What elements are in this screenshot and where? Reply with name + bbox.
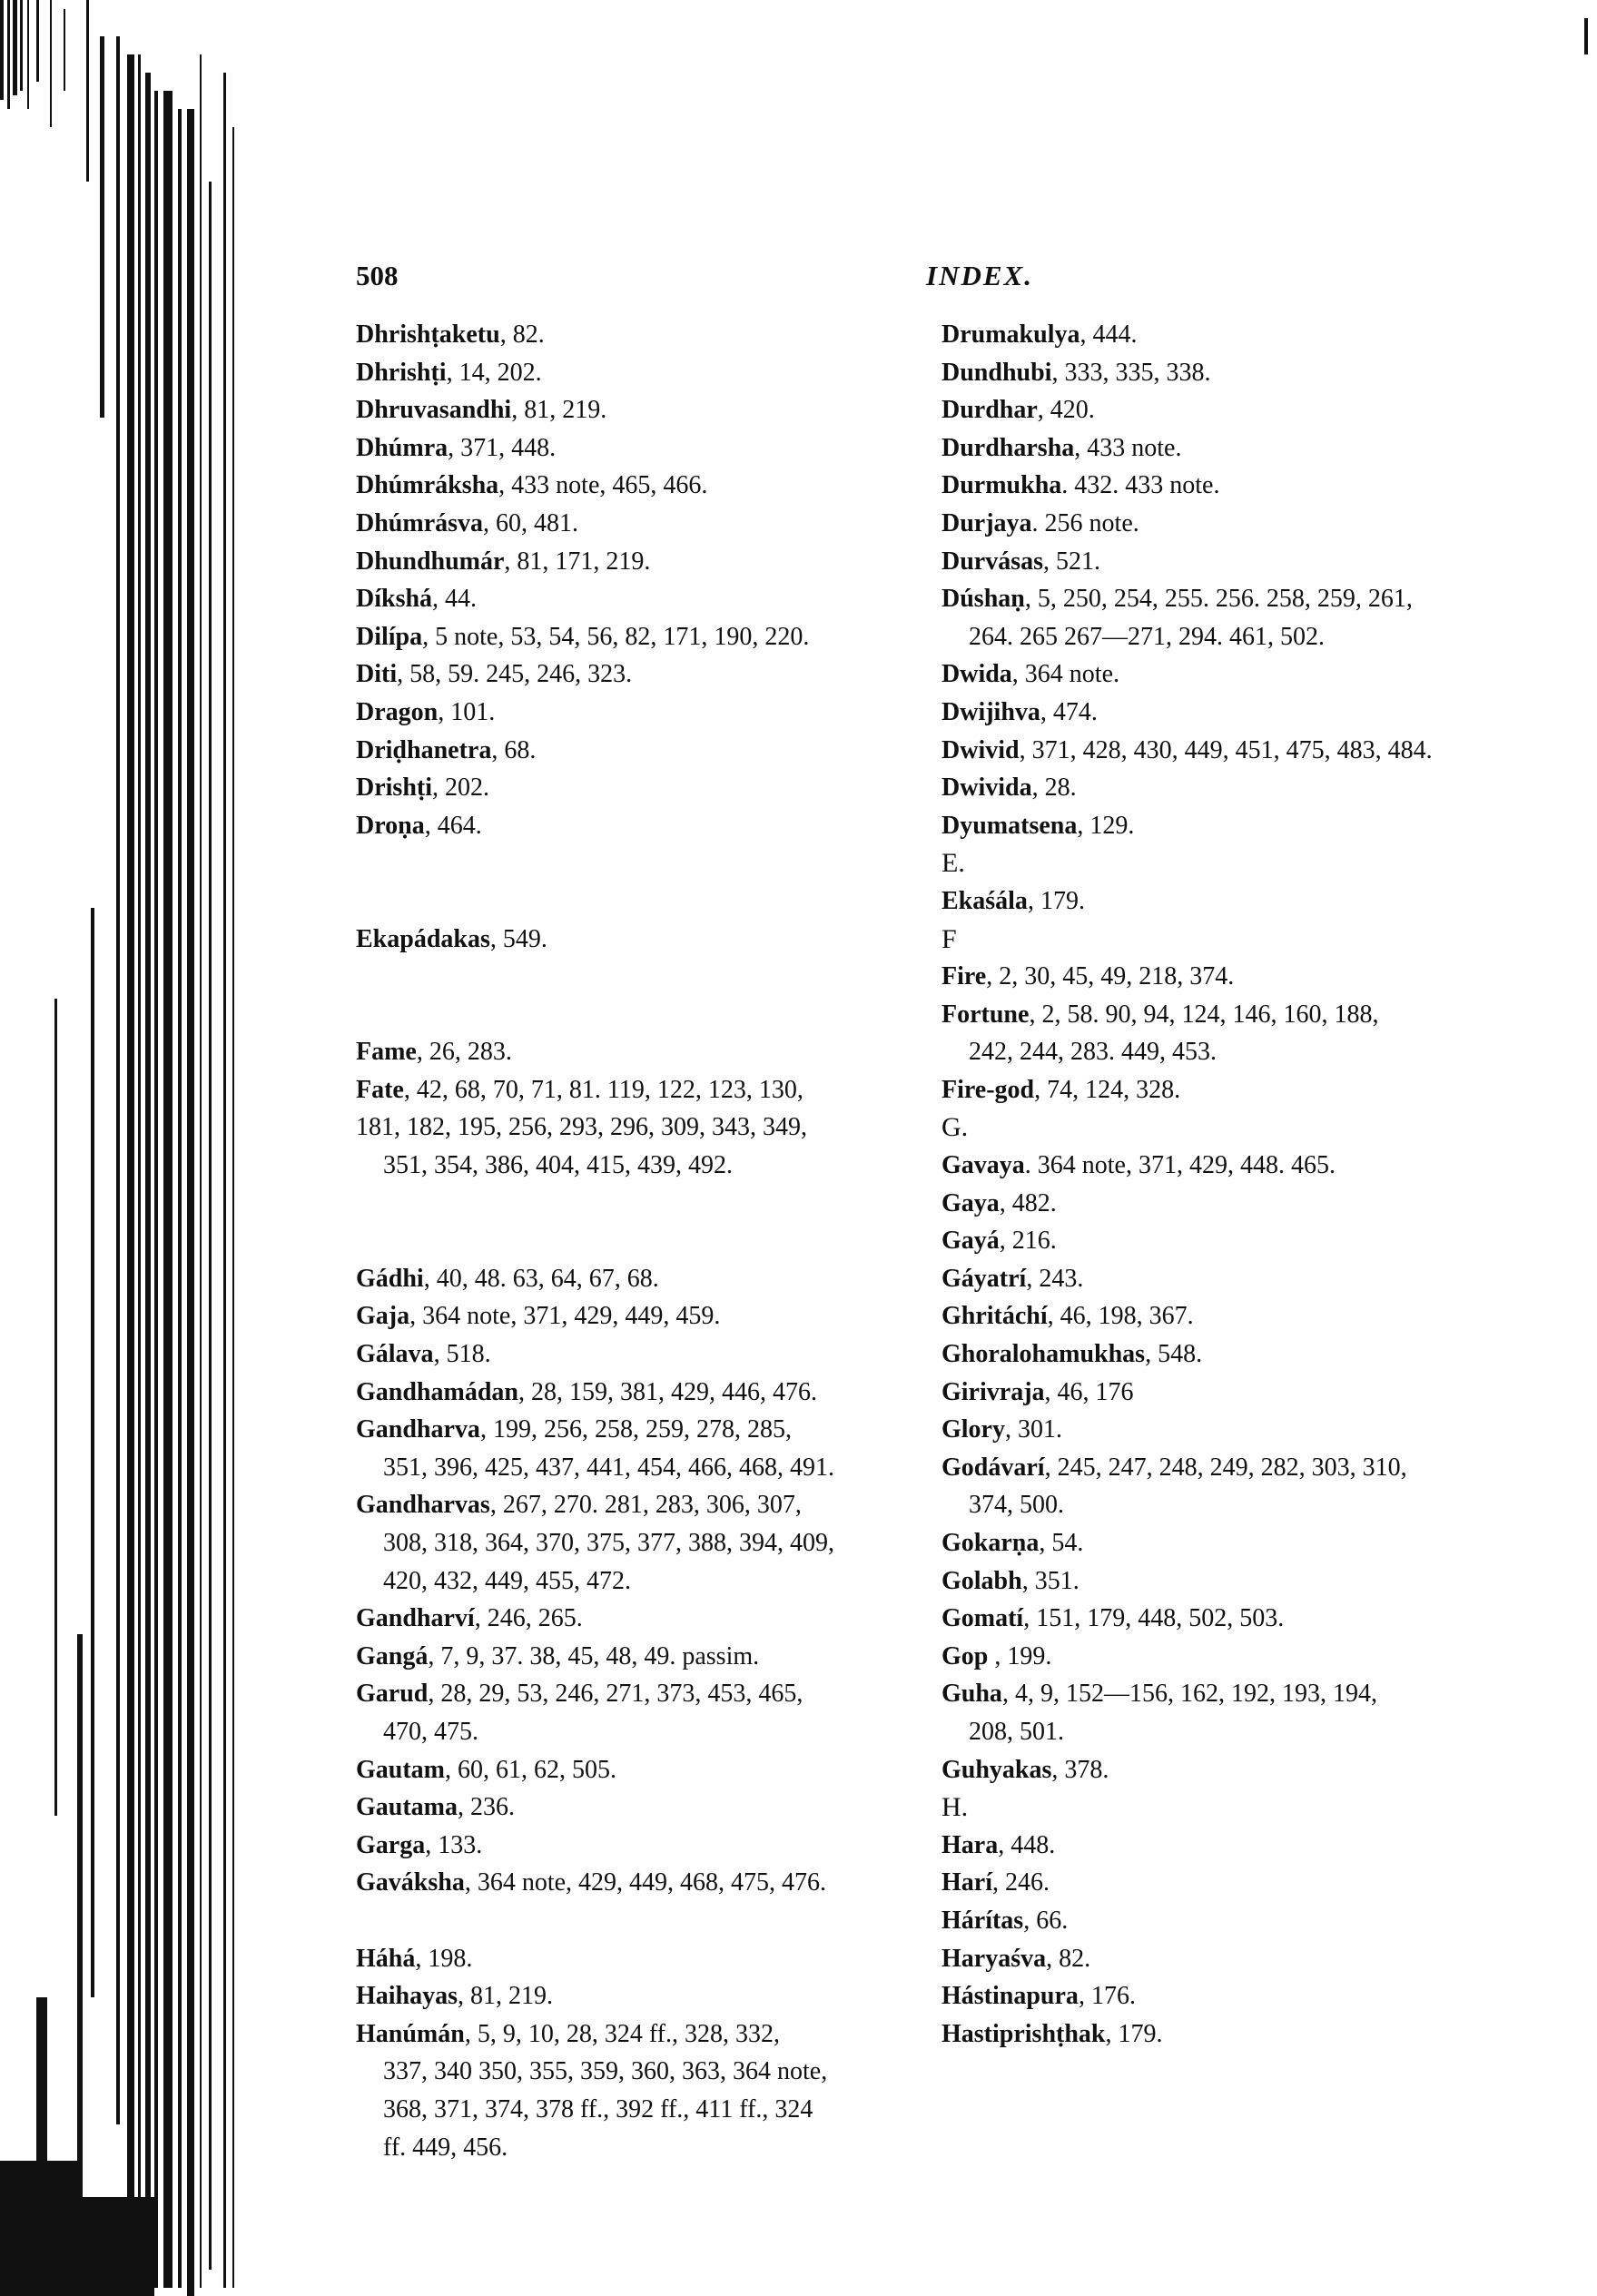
index-entry: [941, 1486, 1523, 1524]
entry-references: , 2, 58. 90, 94, 124, 146, 160, 188,: [1029, 1000, 1379, 1029]
scan-mark: [1584, 18, 1588, 54]
entry-headword: Gádhi: [356, 1264, 424, 1293]
entry-references: , 364 note, 429, 449, 468, 475, 476.: [464, 1868, 827, 1897]
entry-references: , 243.: [1026, 1264, 1084, 1293]
entry-references: , 7, 9, 37. 38, 45, 48, 49. passim.: [428, 1641, 760, 1670]
index-entry: [941, 769, 1523, 807]
binding-shadow: [86, 0, 89, 182]
entry-headword: Gayá: [941, 1227, 1000, 1256]
entry-continuation: 264. 265 267—271, 294. 461, 502.: [969, 622, 1325, 651]
entry-references: , 301.: [1005, 1415, 1062, 1444]
index-entry: [941, 1147, 1523, 1185]
entry-headword: Hanúmán: [356, 2019, 465, 2048]
index-entry: [941, 958, 1523, 996]
entry-headword: Fire: [941, 962, 987, 991]
index-entry: [356, 316, 937, 354]
entry-headword: Gáyatrí: [941, 1264, 1027, 1293]
entry-references: , 101.: [438, 697, 496, 726]
index-entry: [941, 2015, 1523, 2054]
entry-references: , 176.: [1078, 1982, 1136, 2011]
index-entry: [356, 354, 937, 392]
index-column-left: [356, 316, 937, 2166]
spacer: [356, 1222, 937, 1260]
entry-headword: Gokarṇa: [941, 1529, 1040, 1557]
index-entry: [356, 694, 937, 732]
page-header: [356, 260, 1509, 296]
index-entry: [356, 505, 937, 543]
entry-headword: Gandharva: [356, 1415, 480, 1444]
index-entry: [941, 882, 1523, 921]
entry-headword: Fame: [356, 1038, 417, 1067]
entry-references: , 44.: [432, 585, 478, 614]
entry-continuation: 420, 432, 449, 455, 472.: [383, 1566, 631, 1595]
entry-references: , 42, 68, 70, 71, 81. 119, 122, 123, 130,: [403, 1075, 803, 1104]
binding-shadow: [13, 0, 17, 95]
page-number: 508: [356, 260, 399, 291]
index-entry: [356, 2015, 937, 2054]
section-letter: G.: [941, 1112, 969, 1143]
entry-headword: Gálava: [356, 1340, 434, 1369]
binding-shadow: [145, 73, 151, 2288]
entry-references: , 448.: [998, 1830, 1056, 1859]
entry-references: , 420.: [1037, 396, 1095, 425]
page-binding-edge: [0, 0, 245, 2296]
binding-shadow: [138, 54, 141, 2233]
index-entry: [941, 1827, 1523, 1865]
running-title: INDEX.: [926, 260, 1033, 291]
index-entry: [941, 1524, 1523, 1562]
entry-references: , 364 note.: [1011, 660, 1120, 689]
index-entry: [356, 1638, 937, 1676]
index-entry: [941, 1864, 1523, 1902]
entry-headword: Dwivida: [941, 774, 1032, 803]
index-entry: [941, 618, 1523, 656]
entry-references: , 5 note, 53, 54, 56, 82, 171, 190, 220.: [422, 622, 810, 651]
index-entry: [941, 1600, 1523, 1638]
index-entry: [356, 1374, 937, 1412]
index-entry: [941, 580, 1523, 618]
entry-references: , 26, 283.: [416, 1038, 512, 1067]
spacer: [356, 844, 937, 882]
entry-references: , 518.: [433, 1340, 491, 1369]
spacer: [356, 882, 937, 921]
entry-references: , 245, 247, 248, 249, 282, 303, 310,: [1044, 1453, 1407, 1482]
entry-headword: Hárítas: [941, 1906, 1024, 1935]
entry-headword: Dwivid: [941, 735, 1020, 764]
index-entry: [356, 1864, 937, 1902]
entry-references: , 433 note.: [1074, 433, 1182, 462]
index-entry: [941, 1071, 1523, 1109]
index-entry: [941, 1260, 1523, 1298]
entry-headword: Hastiprishṭhak: [941, 2019, 1106, 2048]
index-entry: [941, 354, 1523, 392]
entry-references: , 81, 171, 219.: [504, 547, 651, 576]
entry-headword: Dúshaṇ: [941, 585, 1025, 614]
entry-headword: Driḍhanetra: [356, 735, 492, 764]
entry-headword: Hara: [941, 1830, 999, 1859]
entry-headword: Fate: [356, 1075, 404, 1104]
binding-shadow: [7, 0, 10, 109]
entry-headword: Garga: [356, 1830, 426, 1859]
entry-headword: Fortune: [941, 1000, 1030, 1029]
entry-references: , 216.: [999, 1227, 1057, 1256]
entry-headword: Godávarí: [941, 1453, 1045, 1482]
section-letter: E.: [941, 848, 965, 879]
entry-headword: Dhruvasandhi: [356, 396, 512, 425]
index-entry: [941, 807, 1523, 845]
entry-references: , 4, 9, 152—156, 162, 192, 193, 194,: [1001, 1680, 1377, 1709]
entry-headword: Ghoralohamukhas: [941, 1340, 1146, 1369]
index-entry: [941, 467, 1523, 505]
entry-references: , 202.: [432, 774, 489, 803]
index-entry: [941, 1675, 1523, 1713]
entry-headword: Drishṭi: [356, 774, 432, 803]
index-entry: [356, 1335, 937, 1374]
entry-headword: Dragon: [356, 697, 439, 726]
entry-headword: Gavaya: [941, 1151, 1025, 1180]
binding-shadow: [27, 0, 29, 109]
entry-references: , 246.: [992, 1868, 1050, 1897]
index-entry: [356, 543, 937, 581]
binding-shadow: [187, 109, 194, 2296]
entry-continuation: 308, 318, 364, 370, 375, 377, 388, 394, 409,: [383, 1529, 834, 1557]
entry-references: , 548.: [1145, 1340, 1203, 1369]
index-entry: [941, 1638, 1523, 1676]
index-entry: [356, 1071, 937, 1147]
index-entry: [356, 1940, 937, 1978]
entry-headword: Dhrishṭi: [356, 358, 447, 387]
entry-references: , 81, 219.: [511, 396, 607, 425]
entry-headword: Gaváksha: [356, 1868, 465, 1897]
index-entry: [356, 2091, 937, 2129]
index-entry: [356, 1977, 937, 2015]
entry-references: , 40, 48. 63, 64, 67, 68.: [423, 1264, 659, 1293]
entry-references: , 246, 265.: [474, 1604, 583, 1633]
entry-references: , 444.: [1079, 320, 1138, 349]
entry-references: , 474.: [1040, 697, 1098, 726]
entry-references: , 364 note, 371, 429, 449, 459.: [409, 1302, 721, 1331]
binding-shadow: [178, 109, 182, 2288]
entry-continuation: 368, 371, 374, 378 ff., 392 ff., 411 ff., 324: [383, 2094, 813, 2124]
index-entry: [356, 1411, 937, 1449]
index-entry: [941, 316, 1523, 354]
entry-references: , 198.: [415, 1944, 473, 1973]
entry-headword: Droṇa: [356, 811, 425, 840]
index-entry: [941, 1185, 1523, 1223]
entry-headword: Dhundhumár: [356, 547, 505, 576]
entry-references: , 236.: [458, 1793, 515, 1822]
entry-headword: Gautam: [356, 1755, 445, 1784]
index-entry: [941, 694, 1523, 732]
entry-references: , 66.: [1023, 1906, 1069, 1935]
index-entry: [356, 2129, 937, 2167]
spacer: [356, 958, 937, 996]
index-entry: [356, 732, 937, 770]
index-entry: [941, 732, 1523, 770]
entry-headword: Haryaśva: [941, 1944, 1047, 1973]
entry-headword: Garud: [356, 1680, 429, 1709]
index-entry: [941, 391, 1523, 429]
entry-headword: Guha: [941, 1680, 1002, 1709]
index-entry: [356, 2053, 937, 2091]
index-entry: [941, 1562, 1523, 1601]
entry-continuation: ff. 449, 456.: [383, 2133, 508, 2162]
index-entry: [356, 1600, 937, 1638]
entry-references: , 371, 448.: [448, 433, 557, 462]
entry-references: , 58, 59. 245, 246, 323.: [397, 660, 633, 689]
entry-headword: Dwida: [941, 660, 1012, 689]
entry-references: , 179.: [1027, 886, 1085, 915]
entry-headword: Dhúmra: [356, 433, 449, 462]
entry-headword: Hástinapura: [941, 1982, 1079, 2011]
entry-references: . 256 note.: [1031, 508, 1139, 537]
index-entry: [356, 1675, 937, 1713]
index-entry: [356, 1297, 937, 1335]
entry-continuation: 351, 354, 386, 404, 415, 439, 492.: [383, 1151, 733, 1180]
entry-headword: Diti: [356, 660, 398, 689]
entry-references: , 28, 29, 53, 246, 271, 373, 453, 465,: [428, 1680, 803, 1709]
entry-references: , 82.: [499, 320, 545, 349]
index-entry: [356, 655, 937, 694]
entry-references: , 133.: [425, 1830, 483, 1859]
entry-references: , 333, 335, 338.: [1051, 358, 1211, 387]
entry-headword: Dyumatsena: [941, 811, 1078, 840]
binding-shadow: [0, 2161, 82, 2296]
entry-headword: Fire-god: [941, 1075, 1035, 1104]
spacer: [356, 996, 937, 1034]
entry-headword: Harí: [941, 1868, 992, 1897]
entry-headword: Glory: [941, 1415, 1005, 1444]
index-entry: [941, 429, 1523, 468]
entry-references: , 46, 198, 367.: [1047, 1302, 1194, 1331]
entry-references: , 371, 428, 430, 449, 451, 475, 483, 484.: [1019, 735, 1433, 764]
entry-references: , 28, 159, 381, 429, 446, 476.: [518, 1377, 817, 1406]
binding-shadow: [209, 182, 212, 2270]
entry-references: , 60, 481.: [483, 508, 579, 537]
entry-references: , 199, 256, 258, 259, 278, 285,: [479, 1415, 792, 1444]
spacer: [356, 1185, 937, 1223]
binding-shadow: [0, 0, 4, 100]
binding-shadow: [54, 999, 57, 1816]
index-entry: [356, 1486, 937, 1524]
binding-shadow: [36, 0, 39, 82]
binding-shadow: [116, 36, 120, 2124]
entry-references: , 482.: [999, 1188, 1057, 1217]
entry-continuation: 242, 244, 283. 449, 453.: [969, 1038, 1217, 1067]
section-letter: F: [941, 923, 957, 954]
entry-references: , 521.: [1043, 547, 1101, 576]
entry-continuation: 337, 340 350, 355, 359, 360, 363, 364 note,: [383, 2057, 828, 2086]
entry-continuation: 208, 501.: [969, 1717, 1064, 1746]
spacer: [356, 1902, 937, 1940]
entry-headword: Gangá: [356, 1641, 429, 1670]
index-entry: [356, 1260, 937, 1298]
index-entry: [941, 1902, 1523, 1940]
entry-headword: Ghritáchí: [941, 1302, 1048, 1331]
entry-headword: Haihayas: [356, 1982, 458, 2011]
entry-headword: Gandhamádan: [356, 1377, 518, 1406]
entry-headword: Díkshá: [356, 585, 433, 614]
index-entry: [941, 1940, 1523, 1978]
binding-shadow: [232, 127, 234, 2288]
index-entry: [356, 1449, 937, 1487]
index-entry: [356, 429, 937, 468]
index-entry: [356, 580, 937, 618]
entry-references: , 267, 270. 281, 283, 306, 307,: [489, 1491, 802, 1520]
index-entry: [356, 1147, 937, 1185]
index-entry: [941, 1033, 1523, 1071]
entry-headword: Durjaya: [941, 508, 1032, 537]
index-entry: [941, 1751, 1523, 1789]
index-entry: [941, 1713, 1523, 1751]
index-entry: [356, 921, 937, 959]
entry-headword: Ekaśála: [941, 886, 1028, 915]
entry-headword: Gaja: [356, 1302, 410, 1331]
binding-shadow: [223, 73, 226, 2288]
entry-headword: Ekapádakas: [356, 924, 490, 953]
entry-headword: Guhyakas: [941, 1755, 1052, 1784]
entry-headword: Golabh: [941, 1566, 1022, 1595]
entry-references: . 364 note, 371, 429, 448. 465.: [1024, 1151, 1336, 1180]
entry-references: , 14, 202.: [446, 358, 542, 387]
section-letter: H.: [941, 1792, 969, 1823]
index-entry: [941, 1411, 1523, 1449]
entry-references: , 351.: [1021, 1566, 1079, 1595]
entry-references: , 5, 250, 254, 255. 256. 258, 259, 261,: [1024, 585, 1413, 614]
index-entry: [941, 996, 1523, 1034]
binding-shadow: [91, 908, 94, 1997]
binding-shadow: [100, 36, 104, 418]
entry-references: , 433 note, 465, 466.: [498, 471, 708, 500]
binding-shadow: [64, 9, 65, 91]
index-entry: [356, 769, 937, 807]
entry-headword: Durvásas: [941, 547, 1044, 576]
binding-shadow: [163, 91, 173, 2288]
index-entry: [941, 1977, 1523, 2015]
index-entry: [356, 1033, 937, 1071]
index-entry: [941, 1222, 1523, 1260]
index-entry: [356, 807, 937, 845]
entry-references: . 432. 433 note.: [1061, 471, 1220, 500]
entry-references: , 464.: [424, 811, 482, 840]
entry-references: , 60, 61, 62, 505.: [445, 1755, 616, 1784]
entry-references: , 199.: [988, 1641, 1052, 1670]
entry-headword: Gandharví: [356, 1604, 475, 1633]
entry-headword: Durdharsha: [941, 433, 1075, 462]
entry-continuation: 181, 182, 195, 256, 293, 296, 309, 343, 349,: [356, 1113, 807, 1142]
entry-references: , 28.: [1031, 774, 1077, 803]
binding-shadow: [200, 54, 202, 2288]
index-entry: [941, 1335, 1523, 1374]
index-entry: [356, 391, 937, 429]
entry-headword: Gomatí: [941, 1604, 1024, 1633]
entry-references: , 549.: [489, 924, 547, 953]
index-entry: [941, 1297, 1523, 1335]
entry-references: , 151, 179, 448, 502, 503.: [1023, 1604, 1285, 1633]
entry-headword: Durdhar: [941, 396, 1038, 425]
entry-headword: Dundhubi: [941, 358, 1052, 387]
index-entry: [941, 543, 1523, 581]
entry-headword: Gautama: [356, 1793, 458, 1822]
entry-references: , 129.: [1077, 811, 1135, 840]
index-entry: [356, 1827, 937, 1865]
entry-headword: Dhrishṭaketu: [356, 320, 500, 349]
binding-shadow: [154, 91, 158, 2288]
entry-headword: Gaya: [941, 1188, 1000, 1217]
entry-continuation: 351, 396, 425, 437, 441, 454, 466, 468, 491.: [383, 1453, 834, 1482]
entry-references: , 82.: [1046, 1944, 1091, 1973]
entry-headword: Girivraja: [941, 1377, 1045, 1406]
entry-references: , 2, 30, 45, 49, 218, 374.: [986, 962, 1235, 991]
entry-headword: Drumakulya: [941, 320, 1080, 349]
entry-headword: Gandharvas: [356, 1491, 490, 1520]
index-entry: [356, 1751, 937, 1789]
binding-shadow: [127, 54, 134, 2233]
index-entry: [356, 618, 937, 656]
entry-headword: Háhá: [356, 1944, 416, 1973]
index-column-right: [941, 316, 1523, 2053]
entry-headword: Durmukha: [941, 471, 1062, 500]
entry-headword: Gop: [941, 1641, 989, 1670]
entry-references: , 378.: [1051, 1755, 1109, 1784]
index-entry: [941, 655, 1523, 694]
entry-headword: Dwijihva: [941, 697, 1040, 726]
entry-references: , 74, 124, 328.: [1034, 1075, 1181, 1104]
index-entry: [356, 1713, 937, 1751]
index-entry: [356, 1562, 937, 1601]
index-entry: [941, 1449, 1523, 1487]
entry-continuation: 374, 500.: [969, 1491, 1064, 1520]
entry-headword: Dilípa: [356, 622, 423, 651]
entry-headword: Dhúmráksha: [356, 471, 499, 500]
entry-headword: Dhúmrásva: [356, 508, 484, 537]
entry-references: , 54.: [1039, 1529, 1084, 1557]
index-entry: [941, 1374, 1523, 1412]
entry-continuation: 470, 475.: [383, 1717, 478, 1746]
entry-references: , 179.: [1105, 2019, 1163, 2048]
binding-shadow: [50, 0, 52, 127]
binding-shadow: [20, 0, 23, 91]
index-entry: [356, 1524, 937, 1562]
entry-references: , 46, 176: [1044, 1377, 1134, 1406]
entry-references: , 81, 219.: [458, 1982, 554, 2011]
entry-references: , 68.: [491, 735, 537, 764]
index-entry: [356, 1789, 937, 1827]
entry-references: , 5, 9, 10, 28, 324 ff., 328, 332,: [464, 2019, 780, 2048]
index-entry: [356, 467, 937, 505]
binding-shadow: [82, 2197, 154, 2296]
index-entry: [941, 505, 1523, 543]
